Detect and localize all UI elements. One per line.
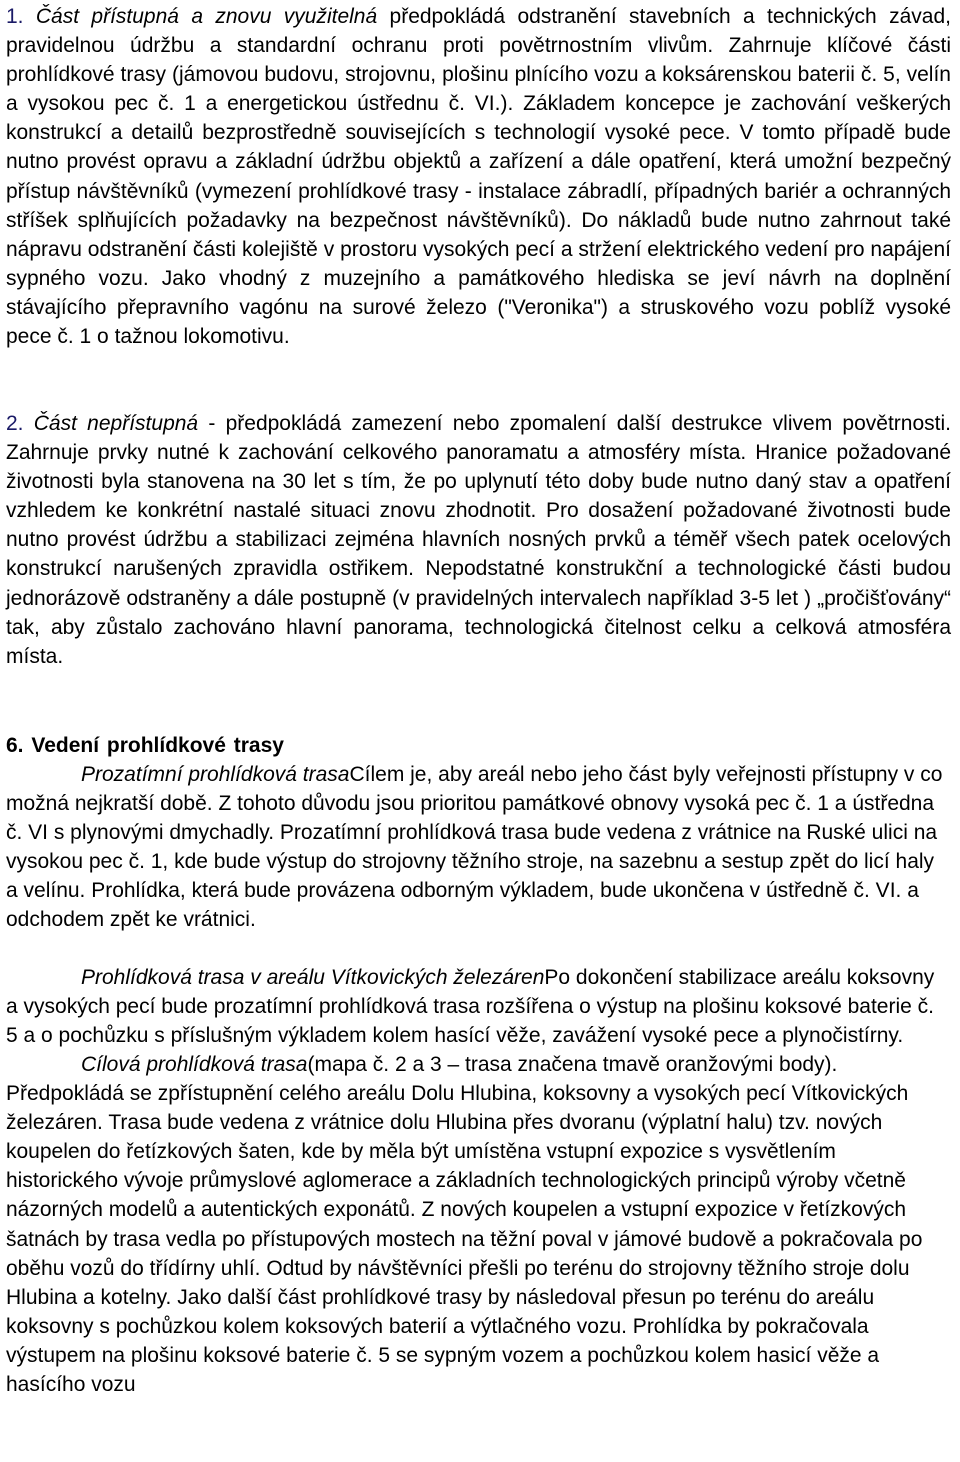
paragraph-section-2 (6, 409, 951, 671)
route-target-body: (mapa č. 2 a 3 – trasa značena tmavě oranžovými body). Předpokládá se zpřístupnění celého areálu Dolu Hlubina, koksovny a vysokých pecí Vítkovických železáren. Trasa bude vedena z vrátnice dolu Hlubina přes dvoranu (výplatní halu) tzv. nových koupelen do řetízkových šaten, kde by měla být umístěna vstupní expozice s vysvětlením historického vývoje průmyslové aglomerace a základních technologických principů výroby včetně názorných modelů a autentických exponátů. Z nových koupelen a vstupní expozice v řetízkových šatnách by trasa vedla po přístupových mostech na těžní poval v jámové budově a pokračovala po oběhu vozů do třídírny uhlí. Odtud by návštěvníci přešli po terénu do strojovny těžního stroje dolu Hlubina a kotelny. Jako další část prohlídkové trasy by následoval přesun po terénu do areálu koksovny s pochůzkou kolem koksových baterií a výtlačného vozu. Prohlídka by pokračovala výstupem na plošinu koksové baterie č. 5 se sypným vozem a pochůzkou kolem hasicí věže a hasícího vozu (6, 1053, 923, 1397)
paragraph-route-target (6, 1050, 951, 1399)
section-1-body: předpokládá odstranění stavebních a technických závad, pravidelnou údržbu a standardní ochranu proti povětrnostním vlivům. Zahrnuje klíčové části prohlídkové trasy (jámovou budovu, strojovnu, plošinu plnícího vozu a koksárenskou baterii č. 5, velín a vysokou pec č. 1 a energetickou ústřednu č. VI.). Základem koncepce je zachování veškerých konstrukcí a detailů bezprostředně souvisejících s technologií vysoké pece. V tomto případě bude nutno provést opravu a základní údržbu objektů a zařízení a dále opatření, která umožní bezpečný přístup návštěvníků (vymezení prohlídkové trasy - instalace zábradlí, případných bariér a ochranných stříšek splňujících požadavky na bezpečnost návštěvníků). Do nákladů bude nutno zahrnout také nápravu odstranění části kolejiště v prostoru vysokých pecí a stržení elektrického vedení pro napájení sypného vozu. Jako vhodný z muzejního a památkového hlediska se jeví návrh na doplnění stávajícího přepravního vagónu na surové železo ("Veronika") a struskového vozu poblíž vysoké pece č. 1 o tažnou lokomotivu. (6, 5, 951, 349)
route-vitkovice-body: Po dokončení stabilizace areálu koksovny a vysokých pecí bude prozatímní prohlídková trasa rozšířena o výstup na plošinu koksové baterie č. 5 a o pochůzku s příslušným výkladem kolem hasící věže, zavážení vysoké pece a plynočistírny. (6, 966, 935, 1048)
route-temporary-body: Cílem je, aby areál nebo jeho část byly veřejnosti přístupny v co možná nejkratší době. Z tohoto důvodu jsou prioritou památkové obnovy vysoká pec č. 1 a ústředna č. VI s plynovými dmychadly. Prozatímní prohlídková trasa bude vedena z vrátnice na Ruské ulici na vysokou pec č. 1, kde bude výstup do strojovny těžního stroje, na sazebnu a sestup zpět do licí haly a velínu. Prohlídka, která bude provázena odborným výkladem, bude ukončena v ústředně č. VI. a odchodem zpět ke vrátnici. (6, 763, 943, 932)
route-temporary-title: Prozatímní prohlídková trasa (81, 763, 350, 786)
section-1-number: 1. (6, 5, 24, 28)
section-2-number: 2. (6, 412, 24, 435)
section-2-body: - předpokládá zamezení nebo zpomalení další destrukce vlivem povětrnosti. Zahrnuje prvky nutné k zachování celkového panoramatu a atmosféry místa. Hranice požadované životnosti byla stanovena na 30 let s tím, že po uplynutí této doby bude nutno daný stav a opatření vzhledem ke konkrétní nastalé situaci znovu zhodnotit. Pro dosažení požadované životnosti bude nutno provést údržbu a stabilizaci zejména hlavních nosných prvků a téměř všech patek ocelových konstrukcí narušených zpravidla ostřikem. Nepodstatné konstrukční a technologické části budou jednorázově odstraněny a dále postupně (v pravidelných intervalech například 3-5 let ) „pročišťovány“ tak, aby zůstalo zachováno hlavní panorama, technologická čitelnost celku a celková atmosféra místa. (6, 412, 951, 668)
route-vitkovice-title: Prohlídková trasa v areálu Vítkovických železáren (81, 966, 545, 989)
route-target-title: Cílová prohlídková trasa (81, 1053, 308, 1076)
chapter-heading: 6. Vedení prohlídkové trasy (6, 734, 284, 757)
section-1-title: Část přístupná a znovu využitelná (35, 5, 378, 28)
paragraph-section-1 (6, 2, 951, 351)
section-2-title: Část nepřístupná (33, 412, 199, 435)
paragraph-route-temporary (6, 760, 951, 935)
paragraph-route-vitkovice (6, 963, 951, 1050)
